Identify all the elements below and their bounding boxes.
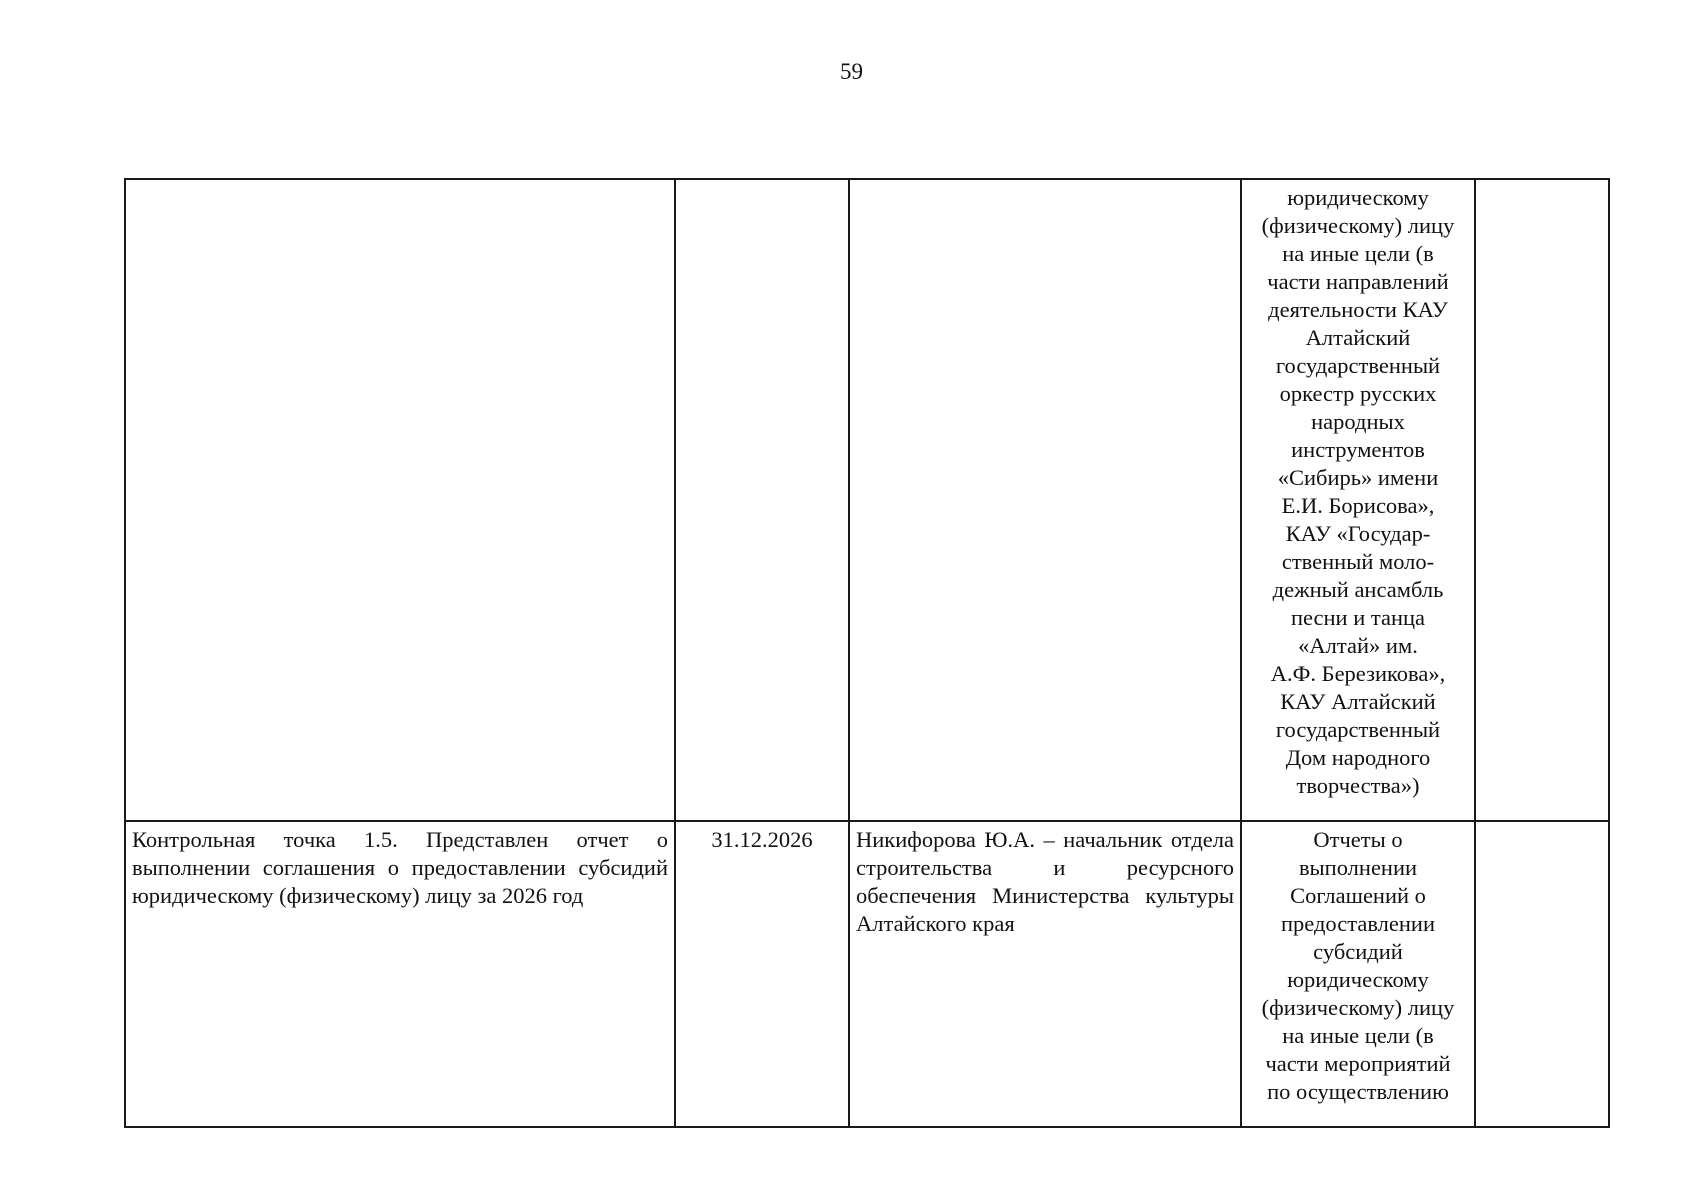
responsible-cell (849, 179, 1241, 821)
page-number: 59 (840, 59, 863, 84)
result-cell (1241, 821, 1475, 1127)
responsible-cell (849, 821, 1241, 1127)
deadline-cell (675, 179, 849, 821)
deadline-text: 31.12.2026 (711, 827, 813, 852)
table-row (125, 179, 1609, 821)
responsible-text: Никифорова Ю.А. – начальник отдела строительства и ресурсного обеспечения Министерства культуры Алтайского края (856, 827, 1234, 936)
result-text: юридическому (физическому) лицу на иные цели (в части направлений деятельности КАУ Алтайский государственный оркестр русских народных инструментов «Сибирь» имени Е.И. Борисова», КАУ «Государ- ственный моло- дежный ансамбль песни и танца «Алтай» им. А.Ф. Березикова», КАУ Алтайский государственный Дом народного творчества») (1261, 185, 1455, 798)
note-cell (1475, 821, 1609, 1127)
table-row (125, 821, 1609, 1127)
plan-table (124, 178, 1610, 1128)
result-text: Отчеты о выполнении Соглашений о предоставлении субсидий юридическому (физическому) лицу на иные цели (в части мероприятий по осуществлению (1261, 827, 1455, 1104)
note-cell (1475, 179, 1609, 821)
event-cell (125, 179, 675, 821)
deadline-cell (675, 821, 849, 1127)
result-cell (1241, 179, 1475, 821)
event-cell (125, 821, 675, 1127)
event-text: Контрольная точка 1.5. Представлен отчет о выполнении соглашения о предоставлении субсидий юридическому (физическому) лицу за 2026 год (132, 827, 668, 908)
